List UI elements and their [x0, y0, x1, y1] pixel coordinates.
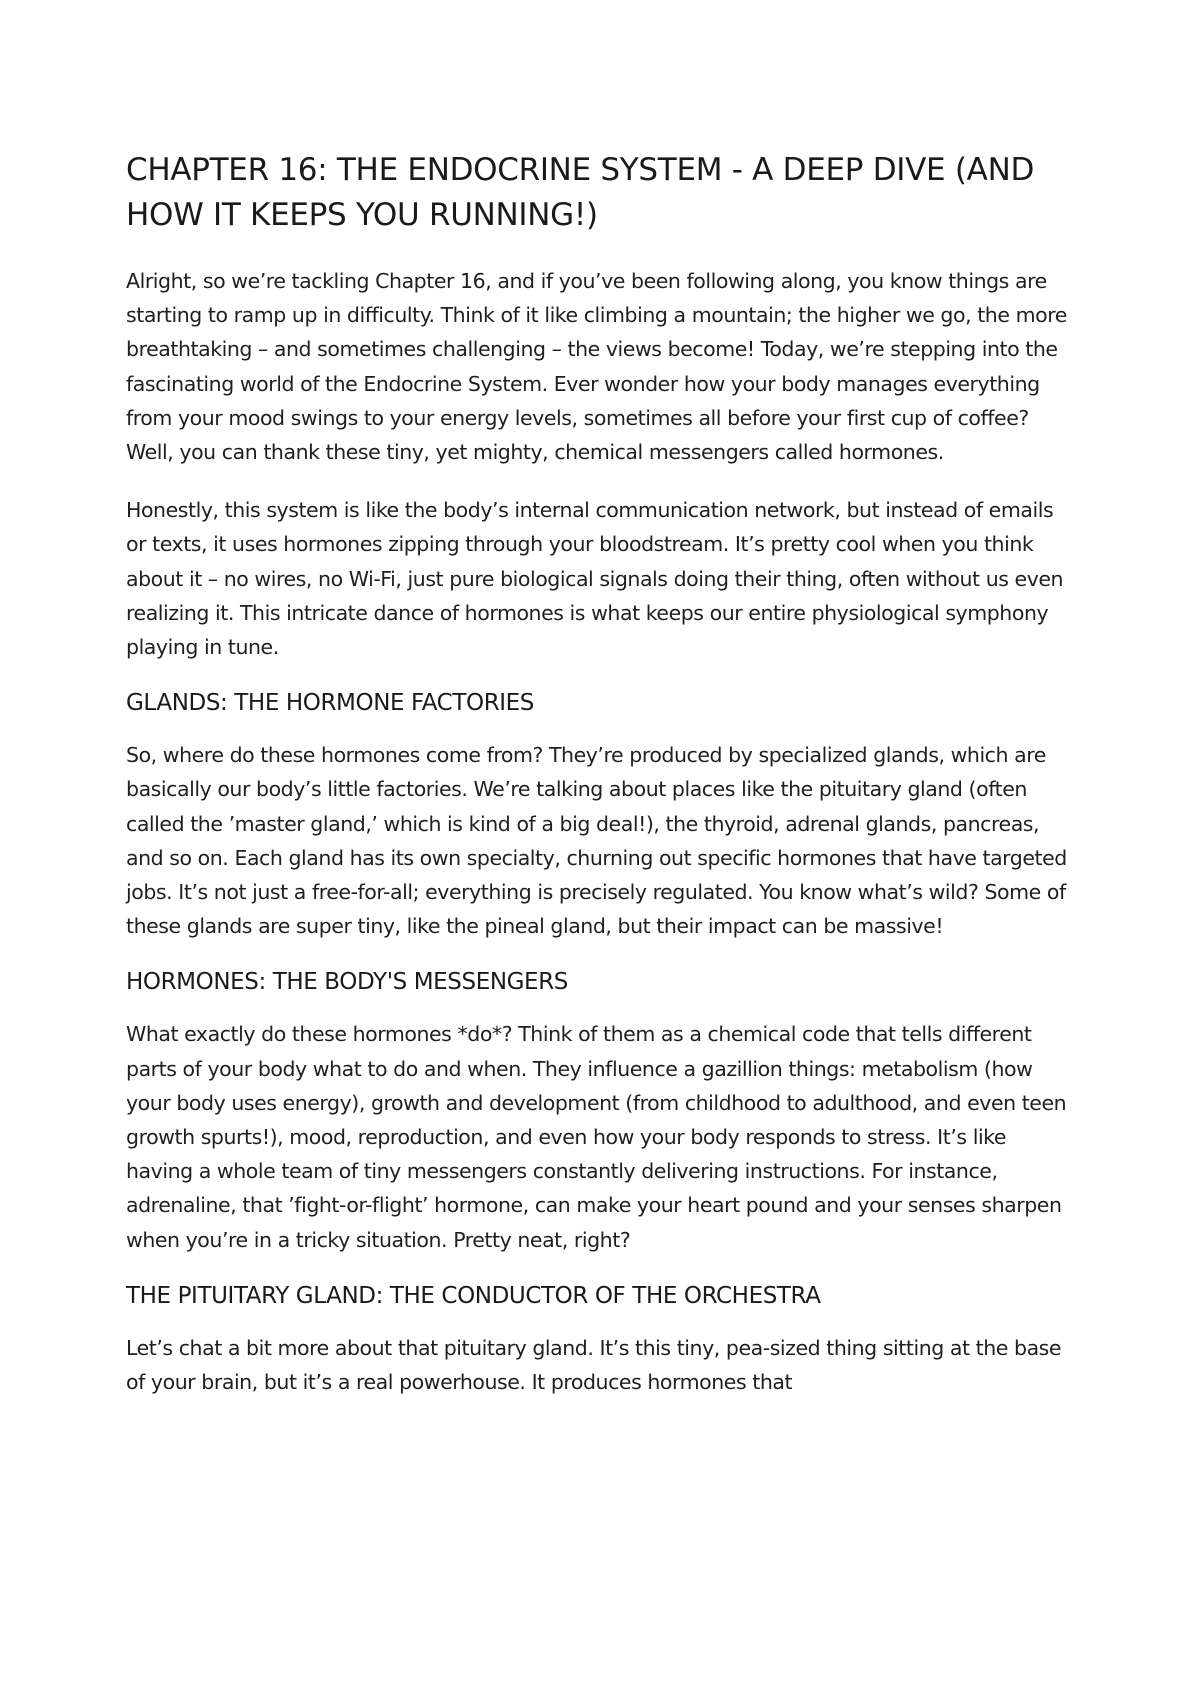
section-heading-glands: GLANDS: THE HORMONE FACTORIES: [126, 690, 534, 717]
intro-paragraph-1: Alright, so we’re tackling Chapter 16, and if you’ve been following along, you know things are starting to ramp up in difficulty. Think of it like climbing a mountain; the higher we go, the more breathtaking – and sometimes challenging – the views become! Today, we’re stepping into the fascinating world of the Endocrine System. Ever wonder how your body manages everything from your mood swings to your energy levels, sometimes all before your first cup of coffee? Well, you can thank these tiny, yet mighty, chemical messengers called hormones.: [126, 269, 1067, 465]
section-heading-hormones: HORMONES: THE BODY'S MESSENGERS: [126, 969, 568, 996]
intro-paragraph-2: Honestly, this system is like the body’s internal communication network, but instead of emails or texts, it uses hormones zipping through your bloodstream. It’s pretty cool when you think about it – no wires, no Wi-Fi, just pure biological signals doing their thing, often without us even realizing it. This intricate dance of hormones is what keeps our entire physiological symphony playing in tune.: [126, 498, 1064, 660]
document-body: [126, 148, 1076, 1421]
section-paragraph-pituitary: Let’s chat a bit more about that pituitary gland. It’s this tiny, pea-sized thing sitting at the base of your brain, but it’s a real powerhouse. It produces hormones that: [126, 1335, 1062, 1395]
section-paragraph-glands: So, where do these hormones come from? They’re produced by specialized glands, which are basically our body’s little factories. We’re talking about places like the pituitary gland (often called the ’master gland,’ which is kind of a big deal!), the thyroid, adrenal glands, pancreas, and so on. Each gland has its own specialty, churning out specific hormones that have targeted jobs. It’s not just a free-for-all; everything is precisely regulated. You know what’s wild? Some of these glands are super tiny, like the pineal gland, but their impact can be massive!: [126, 743, 1067, 939]
chapter-title: CHAPTER 16: THE ENDOCRINE SYSTEM - A DEEP DIVE (AND HOW IT KEEPS YOU RUNNING!): [126, 152, 1035, 233]
section-heading-pituitary: THE PITUITARY GLAND: THE CONDUCTOR OF THE ORCHESTRA: [126, 1282, 821, 1309]
section-paragraph-hormones: What exactly do these hormones *do*? Think of them as a chemical code that tells different parts of your body what to do and when. They influence a gazillion things: metabolism (how your body uses energy), growth and development (from childhood to adulthood, and even teen growth spurts!), mood, reproduction, and even how your body responds to stress. It’s like having a whole team of tiny messengers constantly delivering instructions. For instance, adrenaline, that ’fight-or-flight’ hormone, can make your heart pound and your senses sharpen when you’re in a tricky situation. Pretty neat, right?: [126, 1022, 1067, 1252]
